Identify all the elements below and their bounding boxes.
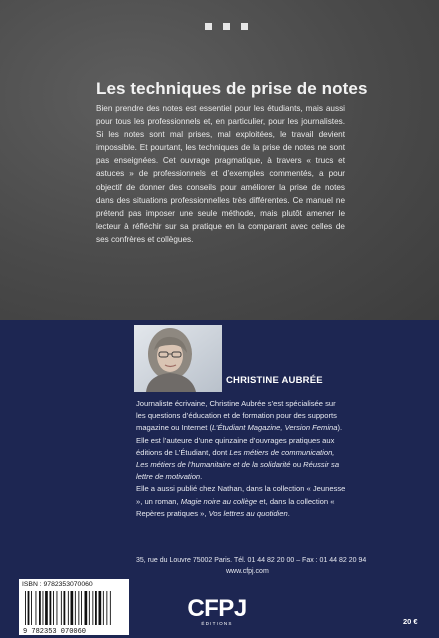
bio-paragraph bbox=[136, 398, 347, 483]
bio-text: Elle a aussi publié chez Nathan, dans la collection « Jeunesse », un roman, bbox=[136, 484, 346, 506]
bio-italic: L’Étudiant Magazine, Version Femina bbox=[211, 423, 338, 433]
bio-italic: Magie noire au collège bbox=[180, 496, 258, 506]
author-name: CHRISTINE AUBRÉE bbox=[226, 375, 323, 386]
cfpj-logo bbox=[182, 595, 252, 631]
logo-subtext: ÉDITIONS bbox=[201, 621, 233, 626]
isbn-barcode-box bbox=[19, 579, 129, 635]
bio-text: . bbox=[287, 508, 290, 518]
barcode-digits: 9 782353 070060 bbox=[23, 628, 87, 635]
bio-paragraph bbox=[136, 483, 347, 520]
bio-text: . bbox=[200, 472, 203, 482]
price: 20 € bbox=[403, 617, 418, 626]
square-dot-icon bbox=[223, 23, 230, 30]
bio-italic: Les métiers de communication, Les métiers de l’humanitaire et de la solidarité bbox=[136, 447, 335, 470]
bio-italic: Réussir sa lettre de motivation bbox=[136, 460, 340, 482]
publisher-website: www.cfpj.com bbox=[226, 568, 269, 575]
square-dot-icon bbox=[241, 23, 248, 30]
isbn-label: ISBN : 9782353070060 bbox=[22, 581, 93, 588]
author-bio bbox=[136, 398, 347, 520]
square-dot-icon bbox=[205, 23, 212, 30]
book-title: Les techniques de prise de notes bbox=[96, 79, 368, 98]
book-description: Bien prendre des notes est essentiel pour les étudiants, mais aussi pour tous les professionnels et, en particulier, pour les journalistes. Si les notes sont mal prises, mal exploitées, le travail devient impossible. Et pourtant, les techniques de la prise de notes ne sont pas enseignées. Cet ouvrage pragmatique, à travers « trucs et astuces » de professionnels et d’exemples commentés, a pour objectif de donner des conseils pour améliorer la prise de notes dans des situations professionnelles très différentes. Ce manuel ne prétend pas imposer une seule méthode, mais plutôt amener le lecteur à réfléchir sur sa pratique en la comparant avec celles de ses confrères et collègues. bbox=[96, 104, 345, 244]
logo-text: CFPJ bbox=[187, 595, 247, 622]
publisher-address: 35, rue du Louvre 75002 Paris. Tél. 01 44 82 20 00 – Fax : 01 44 82 20 94 bbox=[136, 557, 367, 564]
bio-text: et, dans la collection « Repères pratiques », bbox=[136, 496, 335, 518]
bio-text: Journaliste écrivaine, Christine Aubrée s’est spécialisée sur les questions d’éducation et de formation pour des supports magazine ou Internet ( bbox=[136, 399, 337, 433]
bio-italic: Vos lettres au quotidien bbox=[208, 508, 288, 518]
bio-text: ). Elle est l’auteure d’une quinzaine d’ouvrages pratiques aux éditions de L’Étudiant, dont bbox=[136, 423, 343, 457]
author-photo bbox=[134, 325, 222, 392]
decorative-dots bbox=[205, 23, 248, 30]
bio-text: ou bbox=[290, 460, 304, 470]
